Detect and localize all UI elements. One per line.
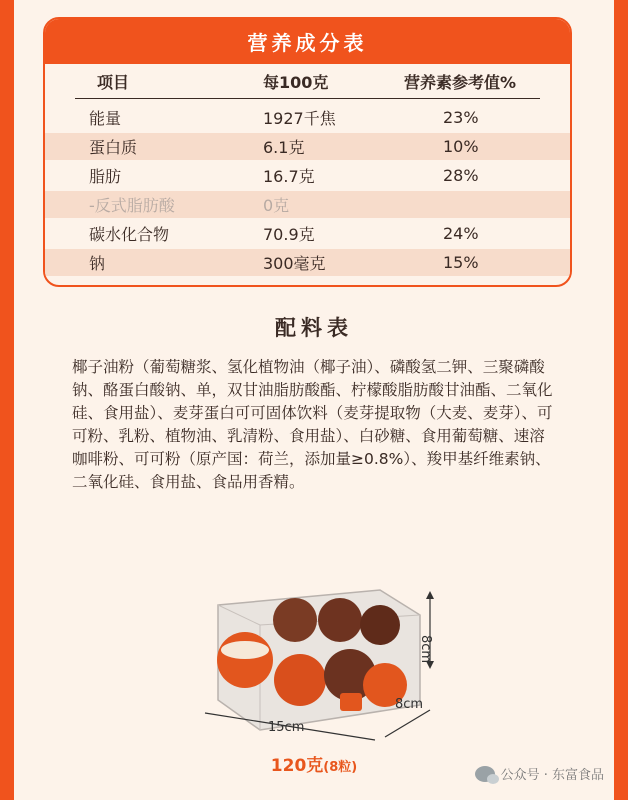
- nutrition-title: 营养成分表: [45, 19, 570, 64]
- weight-count: (8粒): [323, 760, 358, 775]
- row-nrv: 15%: [443, 253, 479, 272]
- nutrition-header-row: [45, 68, 570, 95]
- row-per100g: 16.7克: [263, 167, 315, 186]
- chocolate-ball: [273, 598, 317, 642]
- row-item: 碳水化合物: [89, 225, 170, 244]
- footer-watermark: [475, 764, 604, 783]
- account-name: 公众号 · 东富食品: [500, 768, 604, 783]
- weight-value: 120克: [270, 756, 324, 776]
- ingredients-text: 椰子油粉（葡萄糖浆、氢化植物油（椰子油）、磷酸氢二钾、三聚磷酸钠、酪蛋白酸钠、单，双甘油脂肪酸酯、柠檬酸脂肪酸甘油酯、二氧化硅、食用盐）、麦芽蛋白可可固体饮料（麦芽提取物（大麦、麦芽）、可可粉、乳粉、植物油、乳清粉、食用盐）、白砂糖、食用葡萄糖、速溶咖啡粉、可可粉（原产国：荷兰，添加量≥0.8%）、羧甲基纤维素钠、二氧化硅、食用盐、食品用香精。: [72, 358, 553, 491]
- row-item: 能量: [89, 109, 122, 128]
- row-nrv: 10%: [443, 137, 479, 156]
- table-row: [45, 133, 570, 160]
- product-illustration: [190, 565, 450, 765]
- ovaltine-ball: [217, 632, 273, 688]
- ingredients-title: 配料表: [275, 316, 353, 340]
- table-row: [45, 162, 570, 189]
- row-per100g: 70.9克: [263, 225, 315, 244]
- row-per100g: 6.1克: [263, 138, 305, 157]
- ovaltine-ball: [274, 654, 326, 706]
- depth-arrow: [385, 710, 430, 737]
- row-item: -反式脂肪酸: [89, 196, 175, 215]
- row-item: 蛋白质: [89, 138, 138, 157]
- row-nrv: 28%: [443, 166, 479, 185]
- header-nrv: 营养素参考值%: [404, 73, 517, 92]
- nutrition-panel: [43, 17, 572, 287]
- row-nrv: 23%: [443, 108, 479, 127]
- table-row: [45, 249, 570, 276]
- width-label: 15cm: [268, 720, 305, 735]
- table-row: [45, 220, 570, 247]
- header-divider: [75, 98, 540, 99]
- count-badge: [340, 693, 362, 711]
- depth-label: 8cm: [395, 697, 424, 712]
- height-label: 8cm: [418, 635, 433, 664]
- row-item: 脂肪: [89, 167, 122, 186]
- table-row: [45, 191, 570, 218]
- chocolate-ball: [360, 605, 400, 645]
- chocolate-ball: [318, 598, 362, 642]
- table-row: [45, 104, 570, 131]
- row-per100g: 1927千焦: [263, 109, 336, 128]
- row-nrv: 24%: [443, 224, 479, 243]
- header-per100g: 每100克: [263, 73, 329, 92]
- row-item: 钠: [89, 254, 106, 273]
- header-item: 项目: [97, 73, 130, 92]
- row-per100g: 300毫克: [263, 254, 326, 273]
- wechat-icon: [475, 766, 495, 782]
- row-per100g: 0克: [263, 196, 290, 215]
